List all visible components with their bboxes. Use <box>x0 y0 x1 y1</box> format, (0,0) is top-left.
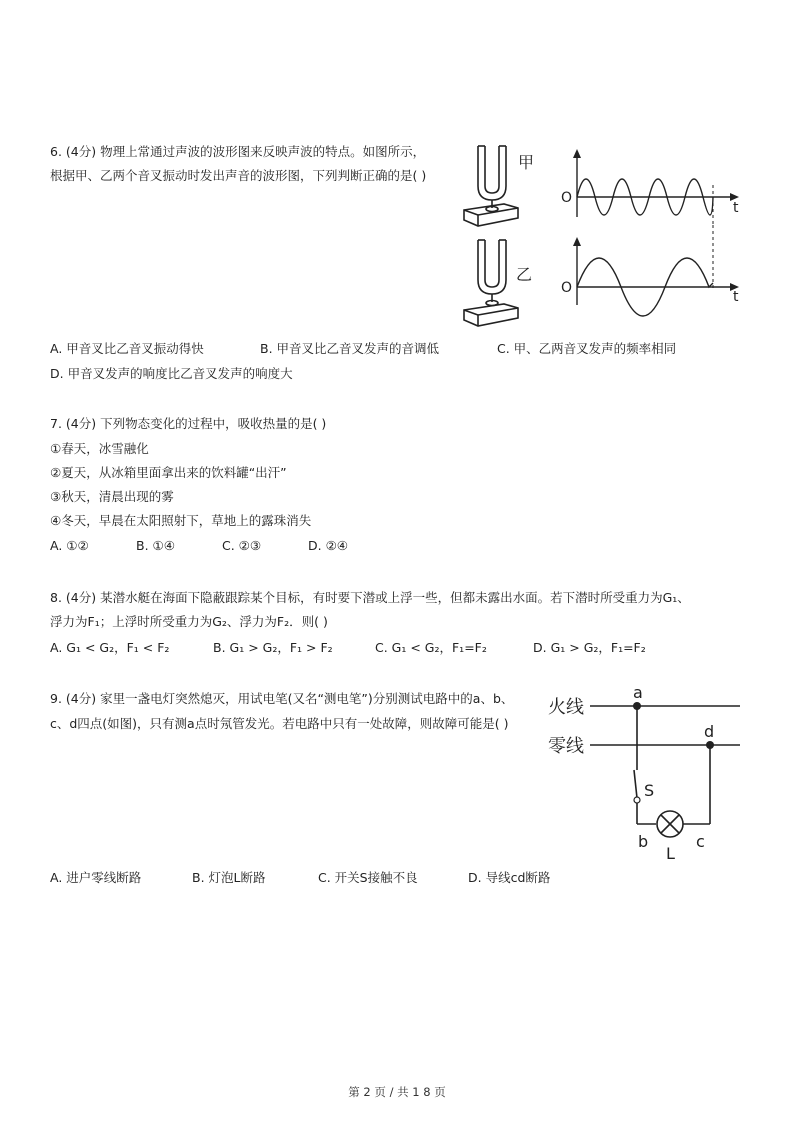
page-footer: 第 2 页 / 共 1 8 页 <box>348 1085 446 1099</box>
neutral-wire-label: 零线 <box>548 736 584 757</box>
point-a-dot <box>633 702 641 710</box>
q8-option-b[interactable]: B. G₁ > G₂，F₁ > F₂ <box>213 640 333 655</box>
q9-option-b[interactable]: B. 灯泡L断路 <box>192 870 266 885</box>
q9-stem-line1: 9. (4分) 家里一盏电灯突然熄灭，用试电笔(又名“测电笔”)分别测试电路中的a、b、 <box>50 691 514 706</box>
q7-stem: 7. (4分) 下列物态变化的过程中，吸收热量的是( ) <box>50 416 327 431</box>
fork-b-label: 乙 <box>516 265 533 284</box>
q7-item-4: ④冬天，早晨在太阳照射下，草地上的露珠消失 <box>50 513 312 528</box>
q7-item-3: ③秋天，清晨出现的雾 <box>50 489 174 504</box>
point-d-label: d <box>704 722 715 741</box>
waveform-b <box>555 233 745 313</box>
fork-a-label: 甲 <box>518 153 535 172</box>
q9-option-d[interactable]: D. 导线cd断路 <box>468 870 551 885</box>
switch-blade <box>634 770 637 798</box>
switch-contact <box>634 797 640 803</box>
q7-item-2: ②夏天，从冰箱里面拿出来的饮料罐“出汗” <box>50 465 287 480</box>
q8-option-c[interactable]: C. G₁ < G₂，F₁=F₂ <box>375 640 487 655</box>
point-c-label: c <box>696 832 705 851</box>
point-b-label: b <box>638 832 649 851</box>
switch-label: S <box>644 781 655 800</box>
q9-stem-line2: c、d四点(如图)，只有测a点时氖管发光。若电路中只有一处故障，则故障可能是( ) <box>50 716 509 731</box>
lamp-label: L <box>666 844 675 863</box>
q9-option-a[interactable]: A. 进户零线断路 <box>50 870 142 885</box>
tuning-fork-b-figure <box>462 236 532 331</box>
tuning-fork-b <box>464 240 518 326</box>
q8-option-a[interactable]: A. G₁ < G₂，F₁ < F₂ <box>50 640 170 655</box>
q7-option-a[interactable]: A. ①② <box>50 538 89 553</box>
q6-option-a[interactable]: A. 甲音叉比乙音叉振动得快 <box>50 341 204 356</box>
q7-option-c[interactable]: C. ②③ <box>222 538 262 553</box>
q7-option-d[interactable]: D. ②④ <box>308 538 348 553</box>
q7-option-b[interactable]: B. ①④ <box>136 538 175 553</box>
point-d-dot <box>706 741 714 749</box>
waveform-b-t-label: t <box>733 289 739 305</box>
live-wire-label: 火线 <box>548 697 584 718</box>
q6-option-c[interactable]: C. 甲、乙两音叉发声的频率相同 <box>497 341 677 356</box>
q6-stem-line1: 6. (4分) 物理上常通过声波的波形图来反映声波的特点。如图所示， <box>50 144 426 159</box>
q8-stem-line1: 8. (4分) 某潜水艇在海面下隐蔽跟踪某个目标，有时要下潜或上浮一些，但都未露出水面。若下潜时所受重力为G₁、 <box>50 590 690 605</box>
waveform-b-origin: O <box>561 280 573 296</box>
tuning-fork-a-figure <box>462 142 535 227</box>
waveform-a-t-label: t <box>733 200 739 216</box>
q6-stem-line2: 根据甲、乙两个音叉振动时发出声音的波形图，下列判断正确的是( ) <box>50 168 427 183</box>
q8-option-d[interactable]: D. G₁ > G₂，F₁=F₂ <box>533 640 646 655</box>
tuning-fork-a <box>464 146 518 226</box>
waveform-a-origin: O <box>561 190 573 206</box>
q6-option-b[interactable]: B. 甲音叉比乙音叉发声的音调低 <box>260 341 440 356</box>
circuit-diagram <box>540 684 745 864</box>
q9-option-c[interactable]: C. 开关S接触不良 <box>318 870 418 885</box>
waveform-a <box>555 145 745 225</box>
q6-option-d[interactable]: D. 甲音叉发声的响度比乙音叉发声的响度大 <box>50 366 293 381</box>
q7-item-1: ①春天，冰雪融化 <box>50 441 149 456</box>
q8-stem-line2: 浮力为F₁；上浮时所受重力为G₂、浮力为F₂．则( ) <box>50 614 328 629</box>
point-a-label: a <box>633 683 643 702</box>
